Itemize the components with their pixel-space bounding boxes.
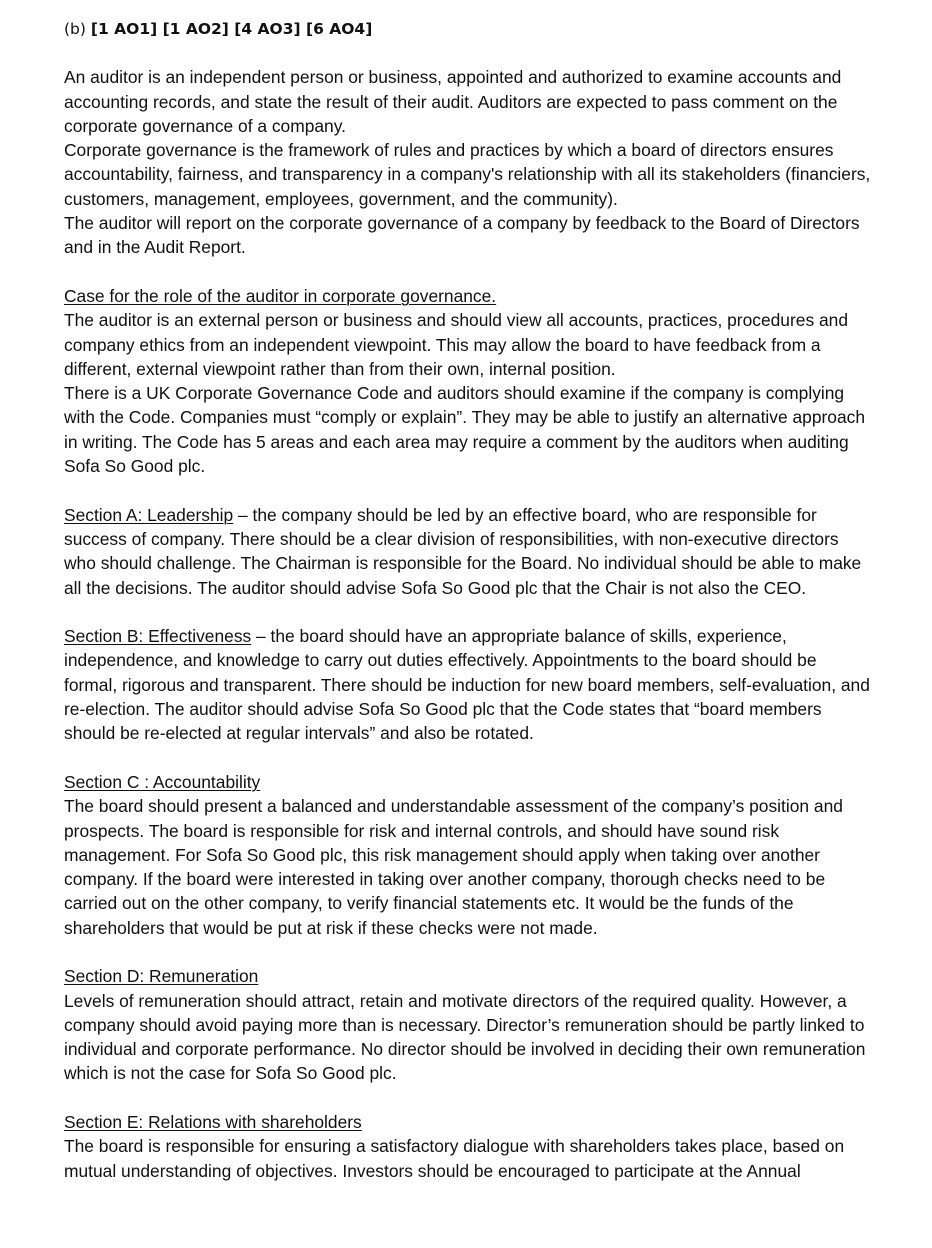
section-b-effectiveness xyxy=(64,624,874,745)
section-c-accountability xyxy=(64,770,874,940)
case-section xyxy=(64,284,874,478)
section-e-text: The board is responsible for ensuring a satisfactory dialogue with shareholders takes place, based on mutual understanding of objectives. Investors should be encouraged to participate at the Annual xyxy=(64,1136,845,1181)
intro-section xyxy=(64,65,874,259)
question-part-label: (b) xyxy=(64,20,86,38)
case-heading: Case for the role of the auditor in corporate governance. xyxy=(64,285,497,306)
case-paragraph-governance-code: There is a UK Corporate Governance Code and auditors should examine if the company is complying with the Code. Companies must “comply or explain”. They may be able to justify an alternative approach in writing. The Code has 5 areas and each area may require a comment by the auditors when auditing Sofa So Good plc. xyxy=(64,383,866,477)
section-c-heading: Section C : Accountability xyxy=(64,771,261,792)
section-d-remuneration xyxy=(64,964,874,1085)
section-a-heading: Section A: Leadership xyxy=(64,504,234,525)
intro-paragraph-audit-report: The auditor will report on the corporate governance of a company by feedback to the Board of Directors and in the Audit Report. xyxy=(64,213,860,258)
mark-allocation: [1 AO1] [1 AO2] [4 AO3] [6 AO4] xyxy=(90,20,373,38)
section-c-text: The board should present a balanced and understandable assessment of the company’s position and prospects. The board is responsible for risk and internal controls, and should have sound risk management. For Sofa So Good plc, this risk management should apply when taking over another company. If the board were interested in taking over another company, thorough checks need to be carried out on the other company, to verify financial statements etc. It would be the funds of the shareholders that would be put at risk if these checks were not made. xyxy=(64,796,843,938)
section-d-heading: Section D: Remuneration xyxy=(64,966,259,987)
section-b-heading: Section B: Effectiveness xyxy=(64,626,252,647)
intro-paragraph-auditor-definition: An auditor is an independent person or business, appointed and authorized to examine accounts and accounting records, and state the result of their audit. Auditors are expected to pass comment on the corporate governance of a company. xyxy=(64,67,842,136)
section-b-text: – the board should have an appropriate balance of skills, experience, independence, and knowledge to carry out duties effectively. Appointments to the board should be formal, rigorous and transparent. There should be induction for new board members, self-evaluation, and re-election. The auditor should advise Sofa So Good plc that the Code states that “board members should be re-elected at regular intervals” and also be rotated. xyxy=(64,626,870,744)
intro-paragraph-corporate-governance: Corporate governance is the framework of rules and practices by which a board of directors ensures accountability, fairness, and transparency in a company's relationship with all its stakeholders (financiers, customers, management, employees, government, and the community). xyxy=(64,140,871,209)
case-paragraph-external-viewpoint: The auditor is an external person or business and should view all accounts, practices, procedures and company ethics from an independent viewpoint. This may allow the board to have feedback from a different, external viewpoint rather than from their own, internal position. xyxy=(64,310,848,379)
section-a-leadership xyxy=(64,503,874,600)
question-heading xyxy=(64,17,874,41)
section-e-shareholders xyxy=(64,1110,874,1183)
document-page xyxy=(64,17,874,1183)
section-e-heading: Section E: Relations with shareholders xyxy=(64,1112,362,1133)
section-a-text: – the company should be led by an effective board, who are responsible for success of company. There should be a clear division of responsibilities, with non-executive directors who should challenge. The Chairman is responsible for the Board. No individual should be able to make all the decisions. The auditor should advise Sofa So Good plc that the Chair is not also the CEO. xyxy=(64,504,862,598)
section-d-text: Levels of remuneration should attract, retain and motivate directors of the required quality. However, a company should avoid paying more than is necessary. Director’s remuneration should be partly linked to individual and corporate performance. No director should be involved in deciding their own remuneration which is not the case for Sofa So Good plc. xyxy=(64,990,866,1084)
